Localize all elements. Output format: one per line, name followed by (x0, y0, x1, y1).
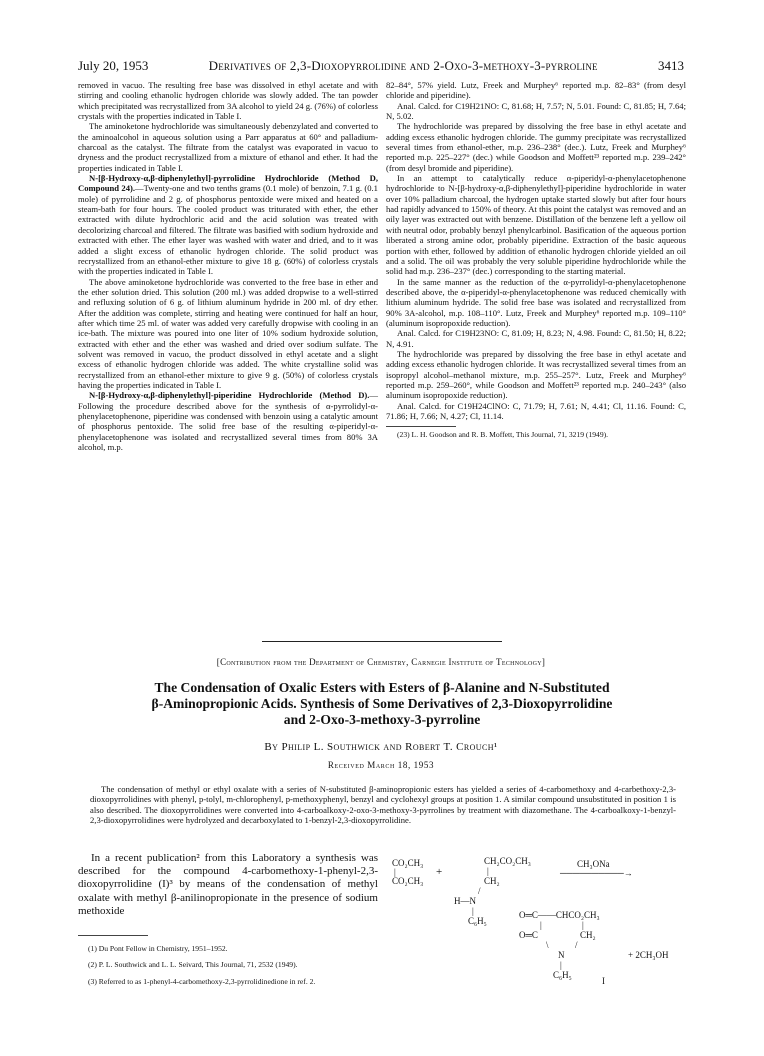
paragraph: In an attempt to catalytically reduce α-piperidyl-α-phenylacetophenone hydrochloride to N-[β-hydroxy-α,β-diphenylethyl]-piperidine hydrochloride in water over 10% palladium charcoal, the hydrogen uptake started slowly but after four hours had rapidly advanced to 150% of theory. At this point the catalyst was removed and an oily layer was extracted out with benzene. Distillation of the benzene left a yellow oil with neutral odor, probably benzyl phenylcarbinol. Basification of the aqueous portion liberated a strong amine odor, probably piperidine. Extraction of the basic aqueous portion with ether, followed by addition of ethanolic hydrogen chloride yielded an oil and a solid. The oil was probably the very soluble piperidine hydrochloride while the solid had m.p. 236–237° (dec.) corresponding to the starting material. (386, 173, 686, 277)
left-column (78, 80, 378, 452)
amine-nh: H—N (454, 896, 476, 906)
paragraph: The hydrochloride was prepared by dissolving the free base in ethyl acetate and adding excess ethanolic hydrogen chloride. The gummy precipitate was recrystallized several times from ethanol-ether, m.p. 236–238° (dec.). Lutz, Freek and Murphey⁶ reported m.p. 225–227° (dec.) while Goodson and Moffett²³ reported m.p. 239–242° (from desyl bromide and piperidine). (386, 121, 686, 173)
paragraph (78, 390, 378, 452)
bond-line: | (582, 920, 584, 930)
phenyl-1: C₆H₅ (468, 916, 487, 926)
article-title (90, 680, 674, 728)
bond-line: | (472, 906, 474, 916)
paragraph: The above aminoketone hydrochloride was converted to the free base in ether and the ether solution dried. This solution (200 ml.) was added dropwise to a well-stirred and refluxing solution of 6 g. of lithium aluminum hydride in 200 ml. of dry ether. After the addition was complete, stirring and heating were continued for half an hour, after which time 25 ml. of water was added very carefully dropwise with cooling in an ice-bath. The mixture was poured into one liter of 10% sodium hydroxide solution, extracted with ether and the ether was washed and dried over sodium sulfate. The solvent was removed in vacuo, the product dissolved in ethyl acetate and a slight excess of ethanolic hydrogen chloride was added. The white crystalline solid was recrystallized from an ethanol-ether mixture to give 9 g. (50%) of colorless crystals having the properties indicated in Table I. (78, 276, 378, 390)
right-column (386, 80, 686, 440)
plus-sign: + (436, 866, 443, 878)
section-heading: N-[β-Hydroxy-α,β-diphenylethyl]-pyrrolidine Hydrochloride (Method D, Compound 24). (78, 173, 378, 194)
paragraph: removed in vacuo. The resulting free base was dissolved in ethyl acetate and with stirring and cooling ethanolic hydrogen chloride was slowly added. The tan powder which precipitated was recrystallized from 3A alcohol to yield 24 g. (76%) of colorless crystals with the properties indicated in Table I. (78, 80, 378, 122)
compound-label: I (602, 976, 605, 986)
footnote: (23) L. H. Goodson and R. B. Moffett, This Journal, 71, 3219 (1949). (397, 430, 609, 440)
ch2-group: CH₂ (484, 876, 500, 886)
paragraph: In the same manner as the reduction of the α-pyrrolidyl-α-phenylacetophenone described above, the α-piperidyl-α-phenylacetophenone was reduced chemically with lithium aluminum hydride. The solid free base was isolated and recrystallized from 90% 3A-alcohol, m.p. 108–110°. Lutz, Freek and Murphey⁶ reported m.p. 109–110° (aluminum isopropoxide reduction). (386, 276, 686, 328)
reaction-scheme (392, 850, 692, 1000)
intro-paragraph: In a recent publication² from this Laboratory a synthesis was described for the compound 4-carbomethoxy-1-phenyl-2,3-dioxopyrrolidine (I)³ by means of the condensation of methyl oxalate with methyl β-anilinopropionate in the presence of sodium methoxide (78, 852, 378, 917)
reagent-label: CH₃ONa (577, 859, 610, 869)
paragraph: The hydrochloride was prepared by dissolving the free base in ethyl acetate and adding excess ethanolic hydrogen chloride. It was recrystallized several times from an isopropyl alcohol–methanol mixture, m.p. 255–257°. Lutz, Freek and Murphey⁶ reported m.p. 259–260°, while Goodson and Moffett²³ reported m.p. 240–243° (also aluminum isopropoxide reduction). (386, 348, 686, 401)
header-date: July 20, 1953 (78, 58, 149, 73)
analysis-line: Anal. Calcd. for C19H24ClNO: C, 71.79; H, 7.61; N, 4.41; Cl, 11.16. Found: C, 71.86; H, 7.66; N, 4.27; Cl, 11.14. (386, 400, 686, 421)
footnote: (1) Du Pont Fellow in Chemistry, 1951–1952. (88, 943, 228, 953)
bond-line: / (575, 940, 578, 950)
bond-line: | (540, 920, 542, 930)
title-line: β-Aminopropionic Acids. Synthesis of Some Derivatives of 2,3-Dioxopyrrolidine (151, 696, 613, 711)
abstract: The condensation of methyl or ethyl oxalate with a series of N-substituted β-aminopropionic esters has yielded a series of 4-carbomethoxy and 4-carbethoxy-2,3-dioxopyrrolidines with phenyl, p-tolyl, m-chlorophenyl, p-methoxyphenyl, benzyl and cyclohexyl groups at position 1. A similar compound unsubstituted in position 1 is also described. The dioxopyrrolidines were converted into 4-carboalkoxy-2-oxo-3-methoxy-3-pyrrolines by treatment with diazomethane. The 4-carboalkoxy-1-benzyl-2,3-dioxopyrrolidines were hydrolyzed and decarboxylated to 1-benzyl-2,3-dioxopyrrolidine. (90, 784, 676, 826)
title-line: The Condensation of Oxalic Esters with Esters of β-Alanine and N-Substituted (154, 680, 610, 695)
authors: By Philip L. Southwick and Robert T. Crouch¹ (264, 741, 498, 753)
bond-line: \ (546, 940, 549, 950)
contribution-line: [Contribution from the Department of Chemistry, Carnegie Institute of Technology] (216, 657, 546, 667)
page-number: 3413 (657, 58, 684, 73)
paragraph: The aminoketone hydrochloride was simultaneously debenzylated and converted to the aminoalcohol in aqueous solution using a Parr apparatus at 60° and palladium-charcoal as the catalyst. The filtrate from the catalyst was evaporated in vacuo to dryness and the product recrystallized from a mixture of ethanol and ether. It had the properties indicated in Table I. (78, 121, 378, 173)
title-line: and 2-Oxo-3-methoxy-3-pyrroline (283, 712, 481, 727)
oxalate-bottom: CO₂CH₃ (392, 876, 424, 886)
paragraph-body: —Following the procedure described above for the synthesis of α-pyrrolidyl-α-phenylacetophenone, piperidine was condensed with benzoin using a catalytic amount of phosphorus pentoxide. The solid free base of the resulting α-piperidyl-α-phenylacetophenone was isolated and recrystallized several times from 80% 3A alcohol, m.p. (78, 390, 378, 453)
running-header (78, 58, 684, 74)
oxalate-top: CO₂CH₃ (392, 858, 424, 868)
ring-nitrogen: N (558, 950, 565, 960)
footnote: (2) P. L. Southwick and L. L. Seivard, This Journal, 71, 2532 (1949). (88, 960, 298, 970)
reaction-arrow: ──────────→ (560, 868, 633, 878)
bond-line: / (478, 886, 481, 896)
section-heading: N-[β-Hydroxy-α,β-diphenylethyl]-piperidine Hydrochloride (Method D). (89, 390, 370, 401)
paragraph: 82–84°, 57% yield. Lutz, Freek and Murphey⁶ reported m.p. 82–83° (from desyl chloride and piperidine). (386, 80, 686, 101)
ring-carbonyl: O═C (519, 930, 538, 940)
bond-line: | (487, 866, 489, 876)
byproduct: + 2CH₃OH (628, 950, 669, 960)
analysis-line: Anal. Calcd. for C19H21NO: C, 81.68; H, 7.57; N, 5.01. Found: C, 81.85; H, 7.64; N, 5.02. (386, 100, 686, 122)
footnote-rule (78, 935, 148, 936)
ring-top: O═C——CHCO₂CH₃ (519, 910, 600, 920)
ester-ch2: CH₂CO₂CH₃ (484, 856, 531, 866)
paragraph (78, 173, 378, 276)
analysis-line: Anal. Calcd. for C19H23NO: C, 81.09; H, 8.23; N, 4.98. Found: C, 81.50; H, 8.22; N, 4.91. (386, 328, 686, 349)
header-title: Derivatives of 2,3-Dioxopyrrolidine and 2-Oxo-3-methoxy-3-pyrroline (208, 58, 598, 73)
bond-line: | (560, 960, 562, 970)
footnote-rule (386, 426, 456, 427)
footnote: (3) Referred to as 1-phenyl-4-carbomethoxy-2,3-pyrrolidinedione in ref. 2. (88, 977, 316, 987)
received-date: Received March 18, 1953 (327, 760, 435, 770)
intro-footnotes (78, 935, 378, 994)
ring-ch2: CH₂ (580, 930, 596, 940)
article-separator (262, 641, 502, 642)
phenyl-2: C₆H₅ (553, 970, 572, 980)
bond-line: | (394, 867, 396, 877)
paragraph-body: —Twenty-one and two tenths grams (0.1 mole) of benzoin, 7.1 g. (0.1 mole) of pyrrolidine and 2 g. of phosphorus pentoxide were mixed and heated on a steam-bath for four hours. The cooled product was triturated with ether, the ether extracted with dilute hydrochloric acid and the acid solution was treated with decolorizing charcoal and filtered. The filtrate was basified with sodium hydroxide and extracted with ether. The ether layer was washed with water and dried, and to it was added a slight excess of ethanolic hydrogen chloride. The solid product was recrystallized from an ethanol-ether mixture to give 18 g. (60%) of colorless crystals with the properties indicated in Table I. (78, 183, 378, 277)
